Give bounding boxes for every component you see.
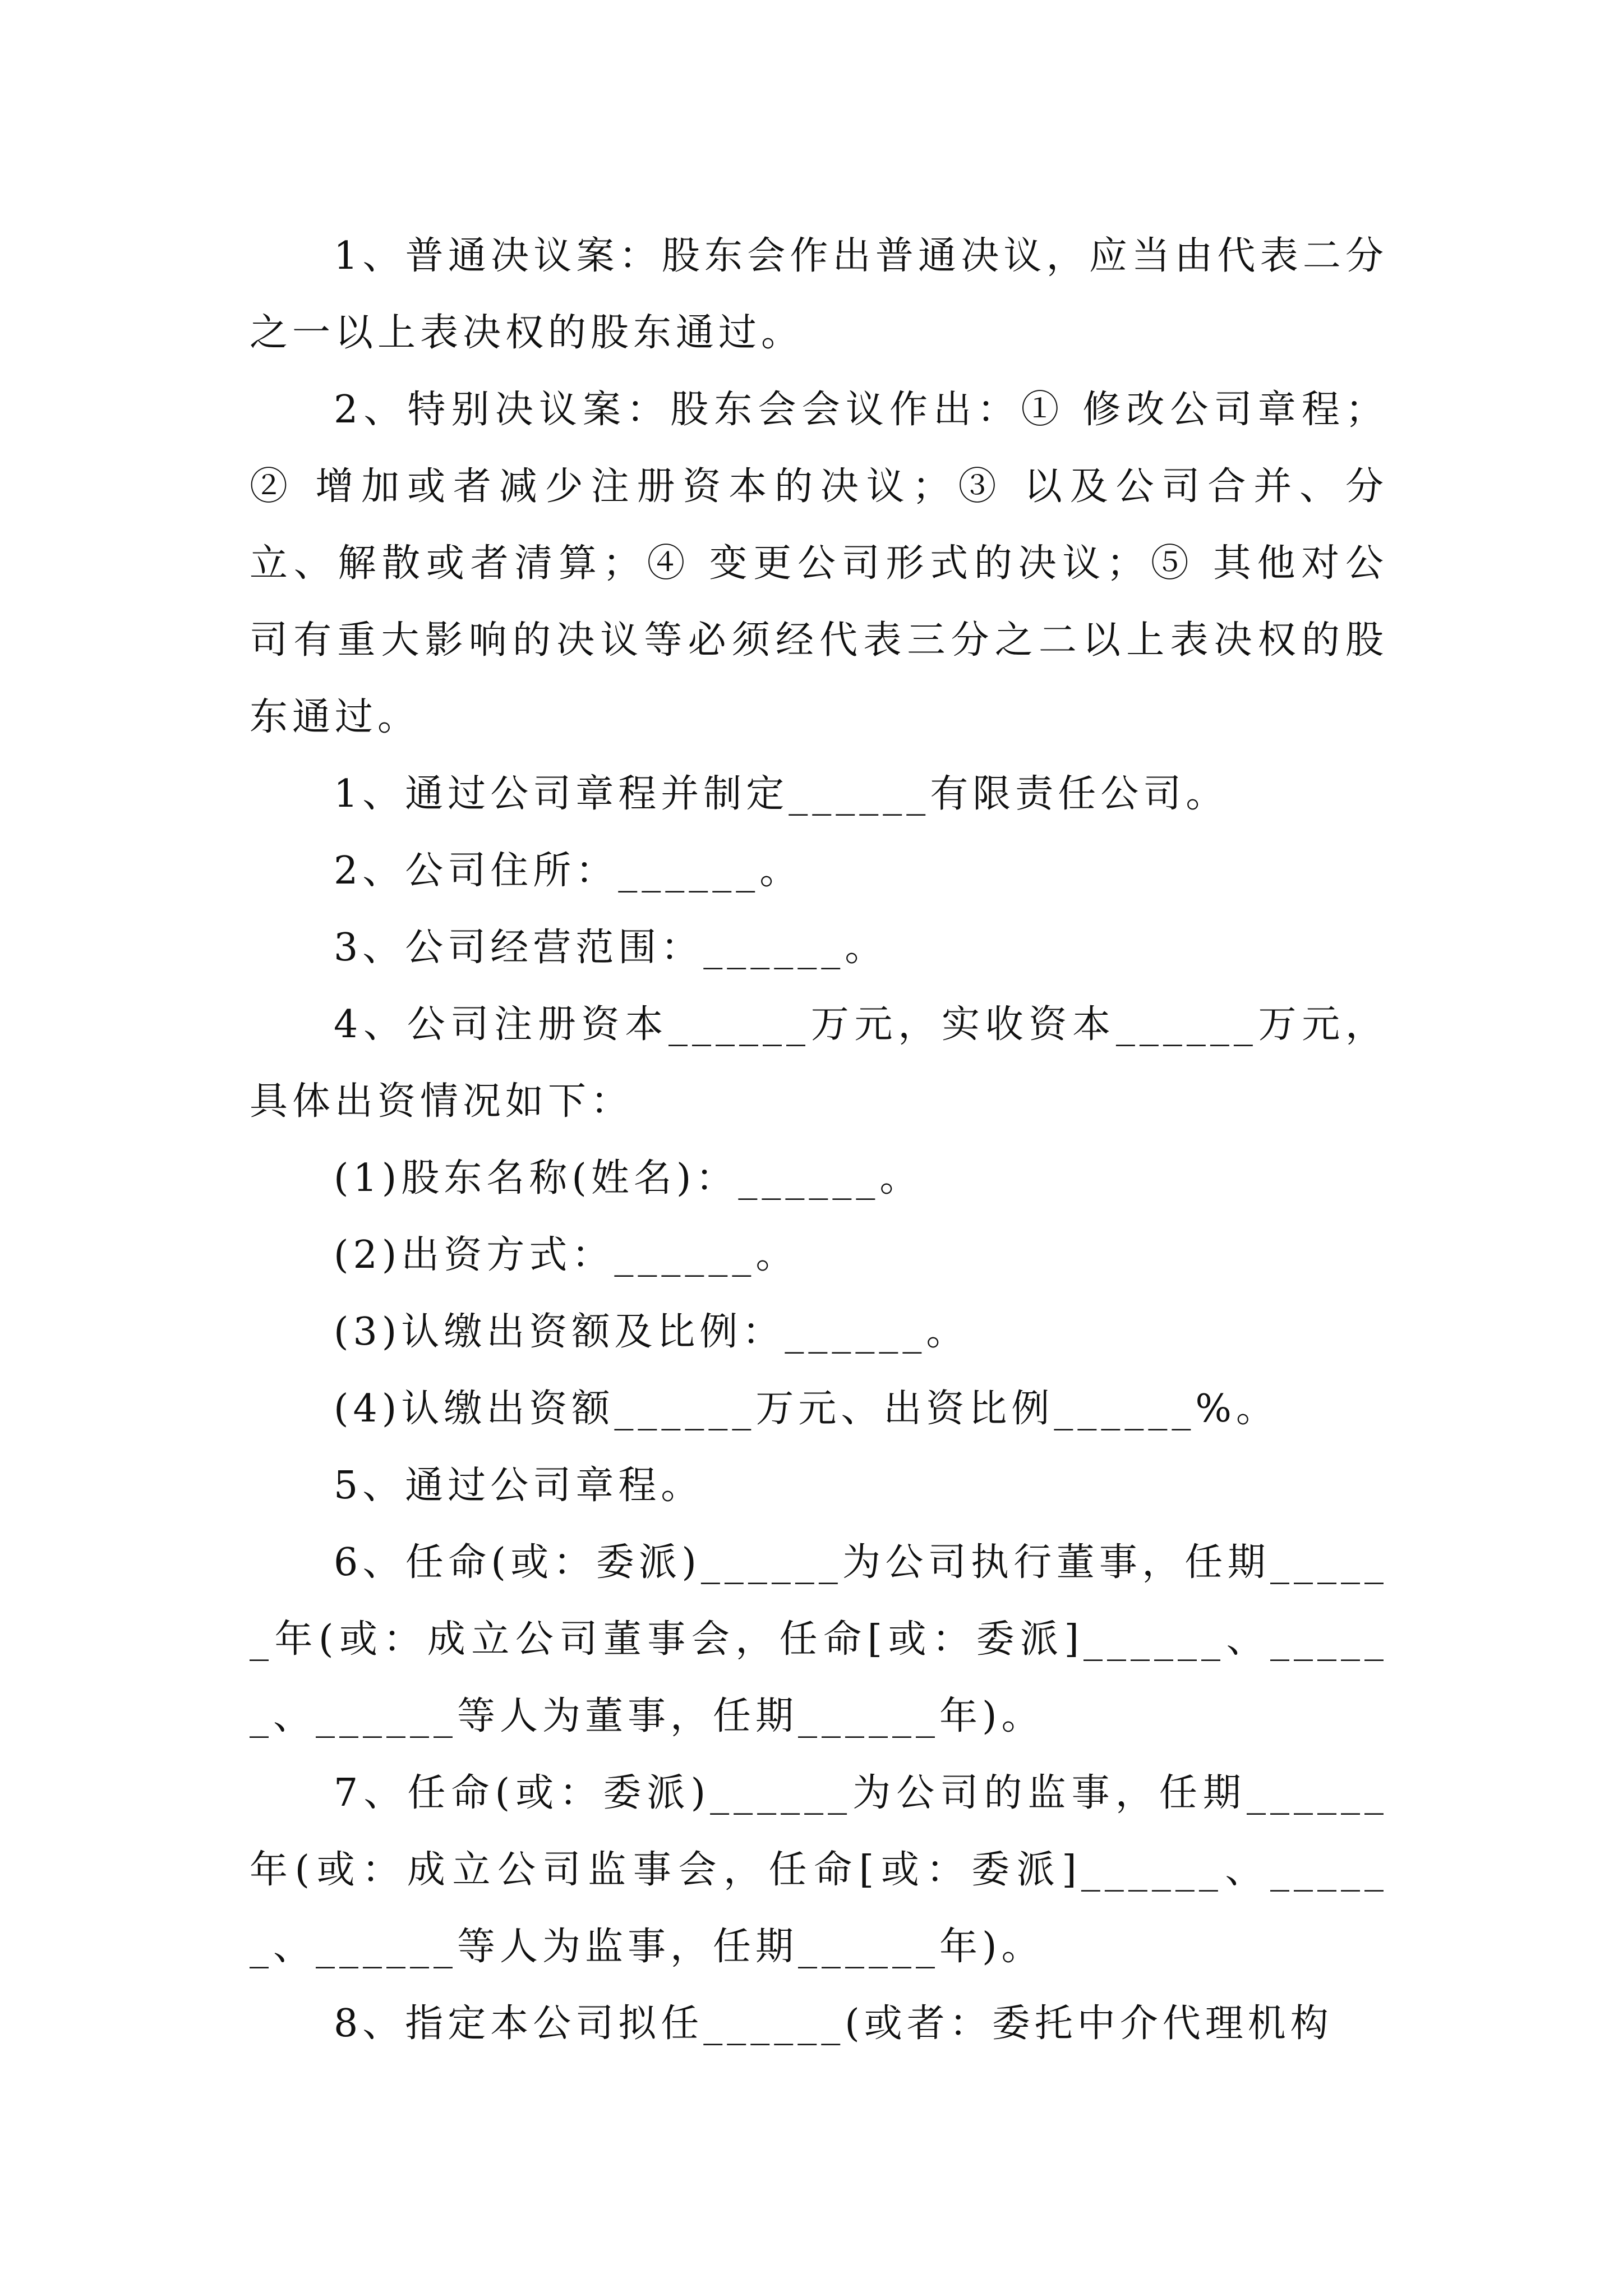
document-page [250,218,1388,2062]
paragraph-company-address: 2、公司住所：______。 [334,849,803,893]
paragraph-subscribed-amount: (4)认缴出资额______万元、出资比例______%。 [334,1387,1279,1431]
paragraph-ordinary-resolution: 1、普通决议案：股东会作出普通决议，应当由代表二分之一以上表决权的股东通过。 [250,234,1388,355]
paragraph-shareholder-name: (1)股东名称(姓名)：______。 [334,1156,923,1200]
paragraph-special-resolution: 2、特别决议案：股东会会议作出：① 修改公司章程；② 增加或者减少注册资本的决议；③ 以及公司合并、分立、解散或者清算；④ 变更公司形式的决议；⑤ 其他对公司有重大影响的决议等必须经代表三分之二以上表决权的股东通过。 [250,388,1388,739]
paragraph-business-scope: 3、公司经营范围：______。 [334,926,888,970]
paragraph-contribution-method: (2)出资方式：______。 [334,1233,799,1277]
paragraph-articles-adoption: 1、通过公司章程并制定______有限责任公司。 [334,772,1229,816]
paragraph-appoint-directors: 6、任命(或：委派)______为公司执行董事，任期______年(或：成立公司董事会，任命[或：委派]______、______、______等人为董事，任期______年)。 [250,1540,1388,1738]
paragraph-registered-capital: 4、公司注册资本______万元，实收资本______万元，具体出资情况如下： [250,1002,1388,1124]
paragraph-subscribed-amount-ratio: (3)认缴出资额及比例：______。 [334,1310,969,1354]
paragraph-appoint-supervisors: 7、任命(或：委派)______为公司的监事，任期______年(或：成立公司监事会，任命[或：委派]______、______、______等人为监事，任期______年)。 [250,1771,1388,1969]
paragraph-approve-articles: 5、通过公司章程。 [334,1464,704,1508]
paragraph-designate-agent: 8、指定本公司拟任______(或者：委托中介代理机构 [334,2001,1333,2046]
